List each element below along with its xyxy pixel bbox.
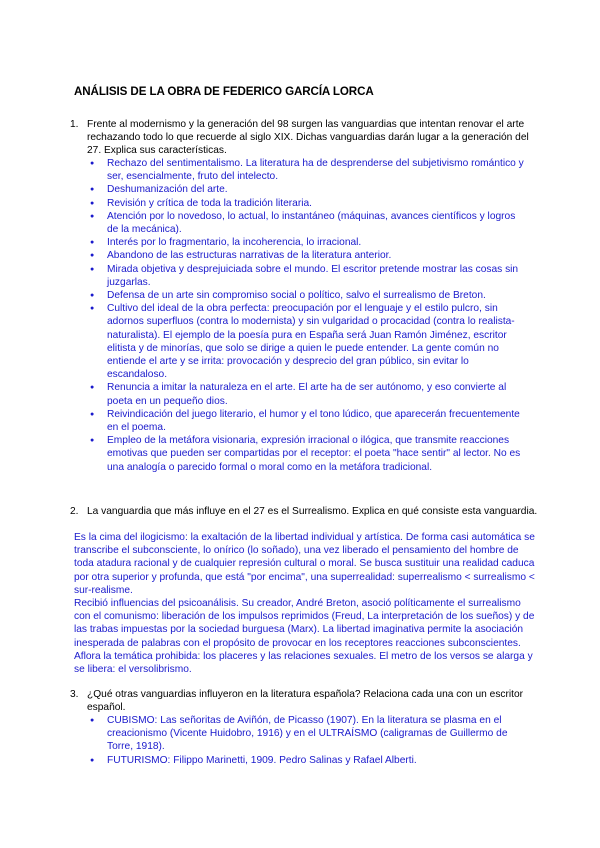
list-item: ● Defensa de un arte sin compromiso social o político, salvo el surrealismo de Breton.	[88, 289, 528, 302]
list-item: ● Abandono de las estructuras narrativas de la literatura anterior.	[88, 249, 528, 262]
question-1	[70, 118, 540, 158]
question-2-answer-paragraph-2: Recibió influencias del psicoanálisis. Su creador, André Breton, asoció políticamente el surrealismo con el comunismo: liberación de los impulsos reprimidos (Freud, La interpretación de los sueños) y de las trabas impuestas por la sociedad burguesa (Marx). La libertad imaginativa permite la asociación inesperada de palabras con el propósito de provocar en los receptores reacciones subconscientes. Aflora la temática prohibida: los placeres y las relaciones sexuales. El metro de los versos se alarga y se libera: el versolibrismo.	[74, 598, 535, 676]
question-3-number: 3.	[70, 689, 79, 700]
question-2-answer-paragraph-1: Es la cima del ilogicismo: la exaltación de la libertad individual y artística. De forma casi automática se transcribe el subconsciente, lo onírico (lo soñado), una vez liberado el pensamiento del hombre de toda atadura racional y de cualquier represión cultural o moral. Se busca sustituir una realidad caduca por otra superior y profunda, que está "por encima", una superrealidad: superrealismo < surrealismo < sur-realisme.	[74, 532, 535, 596]
question-2-number: 2.	[70, 506, 79, 517]
question-2	[70, 505, 540, 518]
list-item: ● Deshumanización del arte.	[88, 183, 528, 196]
list-item: ● Reivindicación del juego literario, el humor y el tono lúdico, que aparecerán frecuentemente en el poema.	[88, 408, 528, 434]
question-3-vanguards-list	[88, 714, 528, 767]
list-item: ● Interés por lo fragmentario, la incoherencia, lo irracional.	[88, 236, 528, 249]
list-item: ● Renuncia a imitar la naturaleza en el arte. El arte ha de ser autónomo, y eso convierte al poeta en un pequeño dios.	[88, 381, 528, 407]
question-3-text: ¿Qué otras vanguardias influyeron en la literatura española? Relaciona cada una con un escritor español.	[87, 689, 524, 714]
list-item: ● Rechazo del sentimentalismo. La literatura ha de desprenderse del subjetivismo romántico y ser, esencialmente, fruto del intelecto.	[88, 157, 528, 183]
list-item: ● Revisión y crítica de toda la tradición literaria.	[88, 197, 528, 210]
list-item: ● Mirada objetiva y desprejuiciada sobre el mundo. El escritor pretende mostrar las cosas sin juzgarlas.	[88, 263, 528, 289]
question-3	[70, 688, 540, 714]
list-item: ● Cultivo del ideal de la obra perfecta: preocupación por el lenguaje y el estilo pulcro, sin adornos superfluos (contra lo modernista) y sin vulgaridad o procacidad (contra lo realista-naturalista). El ejemplo de la poesía pura en España será Juan Ramón Jiménez, escritor elitista y de minorías, que solo se dirige a quien le puede entender. La gente común no entiende el arte y se irrita: provocación y desprecio del gran público, sin evitar lo escandaloso.	[88, 302, 528, 381]
question-2-text: La vanguardia que más influye en el 27 es el Surrealismo. Explica en qué consiste esta vanguardia.	[87, 506, 538, 517]
question-1-characteristics-list	[88, 157, 528, 474]
list-item: ● Atención por lo novedoso, lo actual, lo instantáneo (máquinas, avances científicos y logros de la mecánica).	[88, 210, 528, 236]
question-1-number: 1.	[70, 119, 79, 130]
list-item: ● CUBISMO: Las señoritas de Aviñón, de Picasso (1907). En la literatura se plasma en el creacionismo (Vicente Huidobro, 1916) y en el ULTRAÍSMO (caligramas de Guillermo de Torre, 1918).	[88, 714, 528, 754]
document-title: ANÁLISIS DE LA OBRA DE FEDERICO GARCÍA LORCA	[74, 85, 374, 98]
list-item: ● FUTURISMO: Filippo Marinetti, 1909. Pedro Salinas y Rafael Alberti.	[88, 754, 528, 767]
question-1-text: Frente al modernismo y la generación del 98 surgen las vanguardias que intentan renovar el arte rechazando todo lo que recuerde al siglo XIX. Dichas vanguardias darán lugar a la generación del 27. Explica sus características.	[87, 119, 529, 157]
list-item: ● Empleo de la metáfora visionaria, expresión irracional o ilógica, que transmite reacciones emotivas que pueden ser compartidas por el receptor: el poeta "hace sentir" al lector. No es una analogía o parecido formal o moral como en la metáfora tradicional.	[88, 434, 528, 474]
